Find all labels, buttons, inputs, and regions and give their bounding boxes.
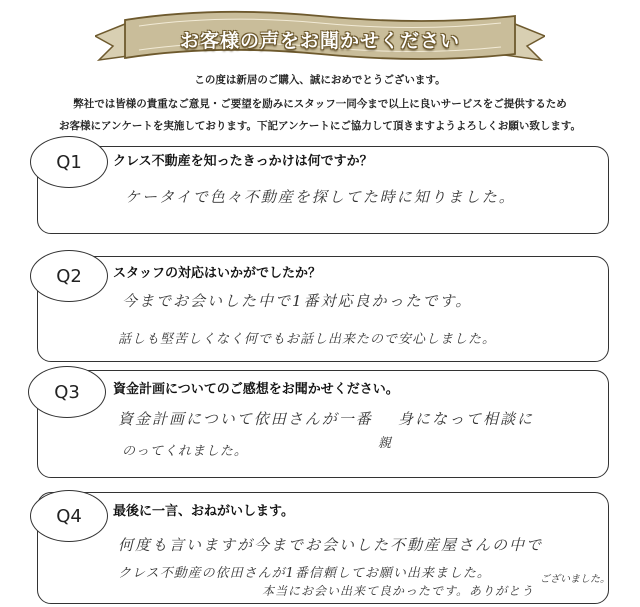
question-badge-1: Q1: [30, 136, 108, 188]
banner-title: お客様の声をお聞かせください: [179, 30, 460, 52]
intro-line-1: この度は新居のご購入、誠におめでとうございます。: [194, 74, 446, 86]
answer-3-line-2: のってくれました。: [122, 444, 248, 459]
answer-4-line-1: 何度も言いますが今までお会いした不動産屋さんの中で: [118, 536, 544, 554]
answer-3-line-1: 資金計画について依田さんが一番: [118, 410, 373, 428]
answer-3-line-1b: 身になって相談に: [398, 410, 535, 428]
answer-3-correction: 親: [378, 436, 393, 451]
answer-1-line-1: ケータイで色々不動産を探してた時に知りました。: [125, 188, 516, 206]
answer-4-line-4: ございました。: [540, 574, 610, 585]
question-text-3: 資金計画についてのご感想をお聞かせください。: [113, 382, 399, 397]
header-banner: [95, 6, 545, 68]
answer-4-line-2: クレス不動産の依田さんが1番信頼してお願い出来ました。: [118, 566, 491, 581]
question-badge-3: Q3: [28, 366, 106, 418]
question-text-4: 最後に一言、おねがいします。: [113, 504, 294, 519]
answer-2-line-2: 話しも堅苦しくなく何でもお話し出来たので安心しました。: [118, 332, 497, 347]
question-badge-4: Q4: [30, 490, 108, 542]
question-text-1: クレス不動産を知ったきっかけは何ですか？: [113, 154, 373, 169]
intro-line-3: お客様にアンケートを実施しております。下記アンケートにご協力して頂きますようよろしくお願い致します。: [58, 120, 582, 132]
intro-line-2: 弊社では皆様の貴重なご意見・ご要望を励みにスタッフ一同今まで以上に良いサービスをご提供するため: [73, 98, 567, 110]
question-text-2: スタッフの対応はいかがでしたか？: [113, 266, 322, 281]
answer-2-line-1: 今までお会いした中で1番対応良かったです。: [122, 292, 473, 310]
answer-4-line-3: 本当にお会い出来て良かったです。ありがとう: [262, 584, 535, 598]
question-badge-2: Q2: [30, 250, 108, 302]
